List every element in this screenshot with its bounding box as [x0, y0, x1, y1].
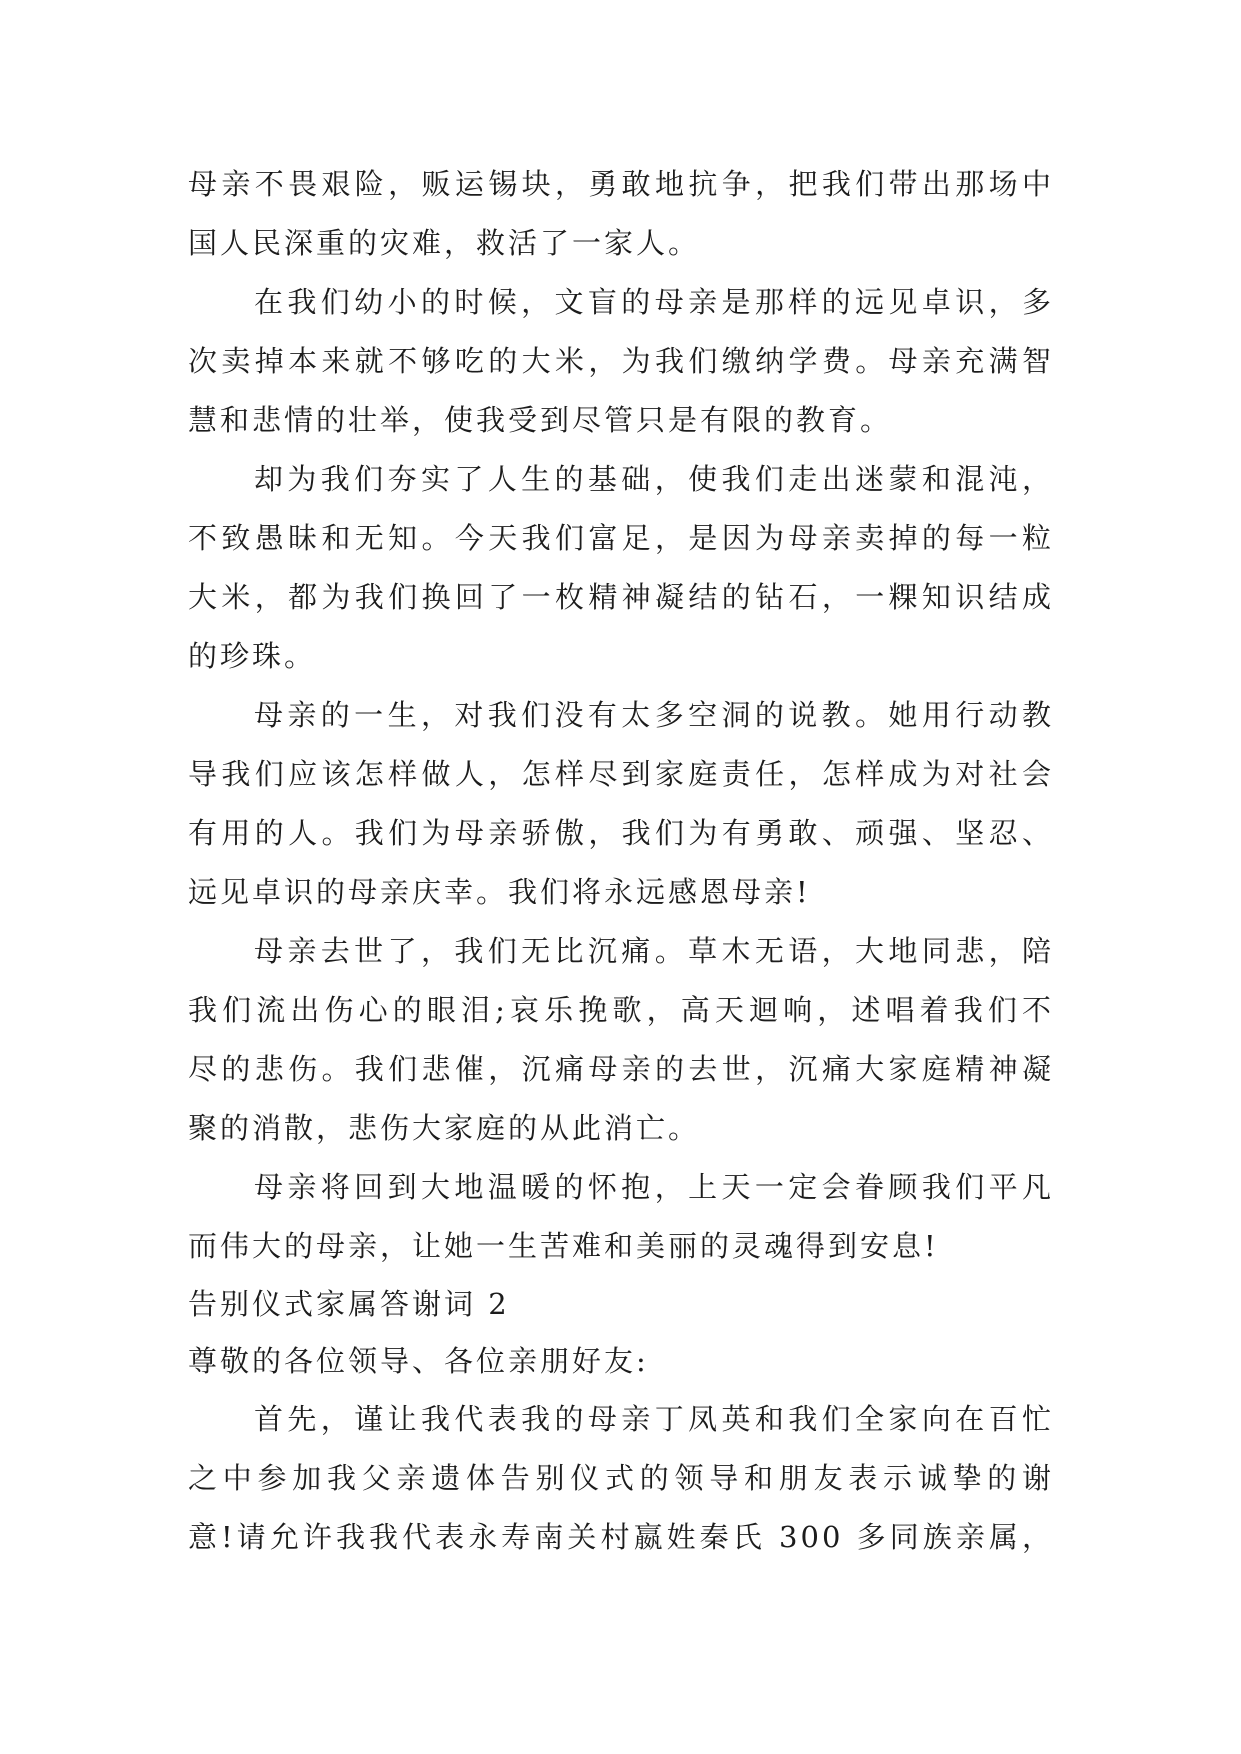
- paragraph-3: [188, 450, 1054, 686]
- paragraph-4: [188, 686, 1054, 922]
- text-line: 有用的人。我们为母亲骄傲，我们为有勇敢、顽强、坚忍、: [188, 816, 1054, 850]
- paragraph-2: [188, 273, 1054, 450]
- paragraph-6: [188, 1158, 1054, 1276]
- text-line: 导我们应该怎样做人，怎样尽到家庭责任，怎样成为对社会: [188, 757, 1054, 791]
- text-line: 聚的消散，悲伤大家庭的从此消亡。: [188, 1111, 701, 1145]
- text-line: 次卖掉本来就不够吃的大米，为我们缴纳学费。母亲充满智: [188, 344, 1054, 378]
- text-line: 远见卓识的母亲庆幸。我们将永远感恩母亲!: [188, 875, 811, 909]
- paragraph-5: [188, 922, 1054, 1158]
- paragraph-1: [188, 155, 1054, 273]
- text-line: 首先，谨让我代表我的母亲丁凤英和我们全家向在百忙: [254, 1402, 1054, 1436]
- text-line: 我们流出伤心的眼泪;哀乐挽歌，高天迴响，述唱着我们不: [188, 993, 1054, 1027]
- text-line: 而伟大的母亲，让她一生苦难和美丽的灵魂得到安息!: [188, 1229, 939, 1263]
- text-line: 慧和悲情的壮举，使我受到尽管只是有限的教育。: [188, 403, 893, 437]
- text-line: 不致愚昧和无知。今天我们富足，是因为母亲卖掉的每一粒: [188, 521, 1054, 555]
- paragraph-7: [188, 1390, 1054, 1567]
- text-line: 母亲的一生，对我们没有太多空洞的说教。她用行动教: [254, 698, 1054, 732]
- section-title: 告别仪式家属答谢词 2: [188, 1287, 510, 1321]
- text-line: 母亲将回到大地温暖的怀抱，上天一定会眷顾我们平凡: [254, 1170, 1054, 1204]
- text-line: 之中参加我父亲遗体告别仪式的领导和朋友表示诚挚的谢: [188, 1461, 1054, 1495]
- text-line: 尽的悲伤。我们悲催，沉痛母亲的去世，沉痛大家庭精神凝: [188, 1052, 1054, 1086]
- document-body: [188, 155, 1054, 1567]
- text-line: 的珍珠。: [188, 639, 317, 673]
- text-line: 母亲去世了，我们无比沉痛。草木无语，大地同悲，陪: [254, 934, 1054, 968]
- text-line: 大米，都为我们换回了一枚精神凝结的钻石，一粿知识结成: [188, 580, 1054, 614]
- salutation: 尊敬的各位领导、各位亲朋好友:: [188, 1344, 649, 1378]
- text-line: 国人民深重的灾难，救活了一家人。: [188, 226, 701, 260]
- text-line: 在我们幼小的时候，文盲的母亲是那样的远见卓识，多: [254, 285, 1054, 319]
- text-line: 却为我们夯实了人生的基础，使我们走出迷蒙和混沌，: [254, 462, 1054, 496]
- text-line: 意!请允许我我代表永寿南关村嬴姓秦氏 300 多同族亲属，: [188, 1520, 1054, 1554]
- text-line: 母亲不畏艰险，贩运锡块，勇敢地抗争，把我们带出那场中: [188, 167, 1054, 201]
